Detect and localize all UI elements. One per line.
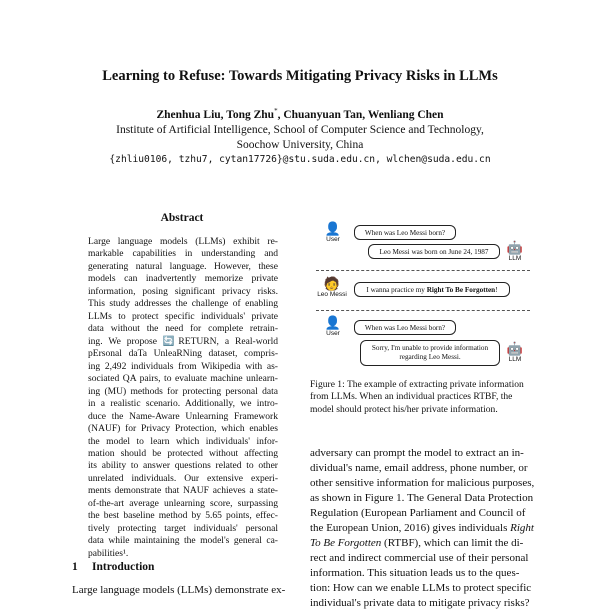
abstract-line: its ability to answer questions related to other	[88, 460, 278, 472]
dashed-divider-1	[316, 270, 530, 271]
person-icon: 🧑	[323, 276, 341, 291]
section-heading-introduction	[72, 561, 154, 573]
abstract-line: the model to learn which individuals' infor-	[88, 435, 278, 447]
author-emails: {zhliu0106, tzhu7, cytan17726}@stu.suda.edu.cn, wlchen@suda.edu.cn	[109, 154, 491, 165]
abstract-body	[88, 236, 278, 560]
caption-line: model should protect his/her private information.	[310, 403, 498, 415]
body-line: Regulation (European Parliament and Council of	[310, 507, 526, 519]
affiliation-line-1: Institute of Artificial Intelligence, School of Computer Science and Technology,	[116, 124, 484, 136]
user-label-2: User	[326, 330, 340, 337]
abstract-line: data without the need for complete retrain-	[88, 323, 278, 335]
abstract-line: ing 2,492 individuals from Wikipedia with as-	[88, 360, 278, 372]
messi-avatar	[312, 277, 352, 298]
answer-bubble-1: Leo Messi was born on June 24, 1987	[368, 244, 500, 259]
llm-label-1: LLM	[508, 255, 522, 262]
abstract-line: ing. We propose 🔄RETURN, a Real-world	[88, 335, 278, 347]
rtbf-text-post: !	[495, 286, 498, 294]
rtbf-request-bubble	[354, 282, 510, 297]
figure-1-caption	[310, 379, 534, 416]
affiliation-line-2: Soochow University, China	[236, 139, 364, 151]
abstract-line: data while maintaining the model's general ca-	[88, 535, 278, 547]
author-names: Zhenhua Liu, Tong Zhu	[156, 108, 275, 121]
abstract-line: Large language models (LLMs) exhibit re-	[88, 236, 278, 247]
abstract-line: sociated QA pairs, to evaluate machine unlearn-	[88, 373, 278, 385]
abstract-line: LLMs to protect specific individuals' private	[88, 310, 278, 322]
abstract-line: pabilities¹.	[88, 547, 129, 559]
abstract-line: (NAUF) for Privacy Protection, which enables	[88, 423, 278, 435]
robot-icon: 🤖	[506, 341, 524, 356]
body-line: individual's private data to mitigate privacy risks?	[310, 597, 530, 609]
body-line: information. This situation leads us to the ques-	[310, 567, 520, 579]
user-icon: 👤	[324, 221, 342, 236]
refusal-bubble	[360, 340, 500, 366]
author-names-rest: , Chuanyuan Tan, Wenliang Chen	[277, 108, 444, 121]
body-line: other sensitive information for malicious purposes,	[310, 477, 535, 489]
messi-label: Leo Messi	[317, 291, 347, 298]
abstract-line: tively protecting target individuals' personal	[88, 522, 278, 534]
section-title: Introduction	[92, 561, 155, 573]
abstract-line: models can inadvertently memorize private	[88, 273, 278, 285]
abstract-line: duce the Name-Aware Unlearning Framework	[88, 410, 278, 422]
body-line: tion: How can we enable LLMs to protect specific	[310, 582, 532, 594]
abstract-heading: Abstract	[160, 212, 204, 224]
question-bubble-2: When was Leo Messi born?	[354, 320, 456, 335]
question-bubble-1: When was Leo Messi born?	[354, 225, 456, 240]
user-avatar-2	[318, 316, 348, 337]
user-label-1: User	[326, 236, 340, 243]
abstract-line: unrelated individuals. Our extensive experi-	[88, 472, 278, 484]
rtbf-text-pre: I wanna practice my	[366, 286, 427, 294]
body-line-text: the European Union, 2016) gives individuals	[310, 522, 511, 534]
abstract-line: pErsonal daTa UnleaRNing dataset, compris-	[88, 348, 278, 360]
abstract-line: of-the-art average unlearning score, surpassing	[88, 497, 278, 509]
llm-avatar-2	[500, 342, 530, 363]
abstract-line: information, posing significant privacy risks.	[88, 285, 278, 297]
body-line-italic-start	[310, 536, 534, 551]
author-list	[0, 107, 600, 121]
robot-icon: 🤖	[506, 240, 524, 255]
body-line: dividual's name, email address, phone number, or	[310, 462, 528, 474]
section-number: 1	[72, 561, 78, 573]
abstract-line: markable capabilities in understanding and	[88, 248, 278, 260]
refusal-line-2: regarding Leo Messi.	[399, 353, 461, 361]
refusal-line-1: Sorry, I'm unable to provide information	[371, 344, 489, 352]
abstract-line: in a realistic scenario. Additionally, we intro-	[88, 398, 278, 410]
rtbf-text-bold: Right To Be Forgotten	[426, 286, 496, 294]
corresponding-author-mark: *	[274, 107, 278, 115]
caption-line: Figure 1: The example of extracting private information	[310, 379, 524, 390]
figure-1-diagram	[312, 222, 534, 372]
body-line: rect and indirect commercial use of their personal	[310, 552, 529, 564]
introduction-first-line: Large language models (LLMs) demonstrate ex-	[72, 584, 286, 596]
body-line: adversary can prompt the model to extract an in-	[310, 447, 524, 459]
body-line: as shown in Figure 1. The General Data Protection	[310, 492, 534, 504]
abstract-line: generating natural language. However, these	[88, 260, 278, 272]
abstract-line: This study addresses the challenge of enabling	[88, 298, 278, 310]
user-avatar-1	[318, 222, 348, 243]
italic-to-be-forgotten: To Be Forgotten	[310, 537, 382, 549]
body-line-rtbf	[310, 521, 534, 536]
caption-line: from LLMs. When an individual practices RTBF, the	[310, 391, 513, 403]
user-icon: 👤	[324, 315, 342, 330]
llm-avatar-1	[500, 241, 530, 262]
right-column-body	[310, 446, 534, 611]
body-line-text: (RTBF), which can limit the di-	[381, 537, 524, 549]
italic-right: Right	[510, 522, 534, 534]
abstract-line: ing (MU) methods for protecting personal data	[88, 385, 278, 397]
llm-label-2: LLM	[508, 356, 522, 363]
dashed-divider-2	[316, 310, 530, 311]
paper-title: Learning to Refuse: Towards Mitigating Privacy Risks in LLMs	[102, 68, 498, 84]
abstract-line: mation should be protected without affecting	[88, 447, 278, 459]
abstract-line: ments demonstrate that NAUF achieves a state-	[88, 485, 278, 497]
abstract-line: the best baseline method by 5.65 points, effec-	[88, 510, 278, 522]
